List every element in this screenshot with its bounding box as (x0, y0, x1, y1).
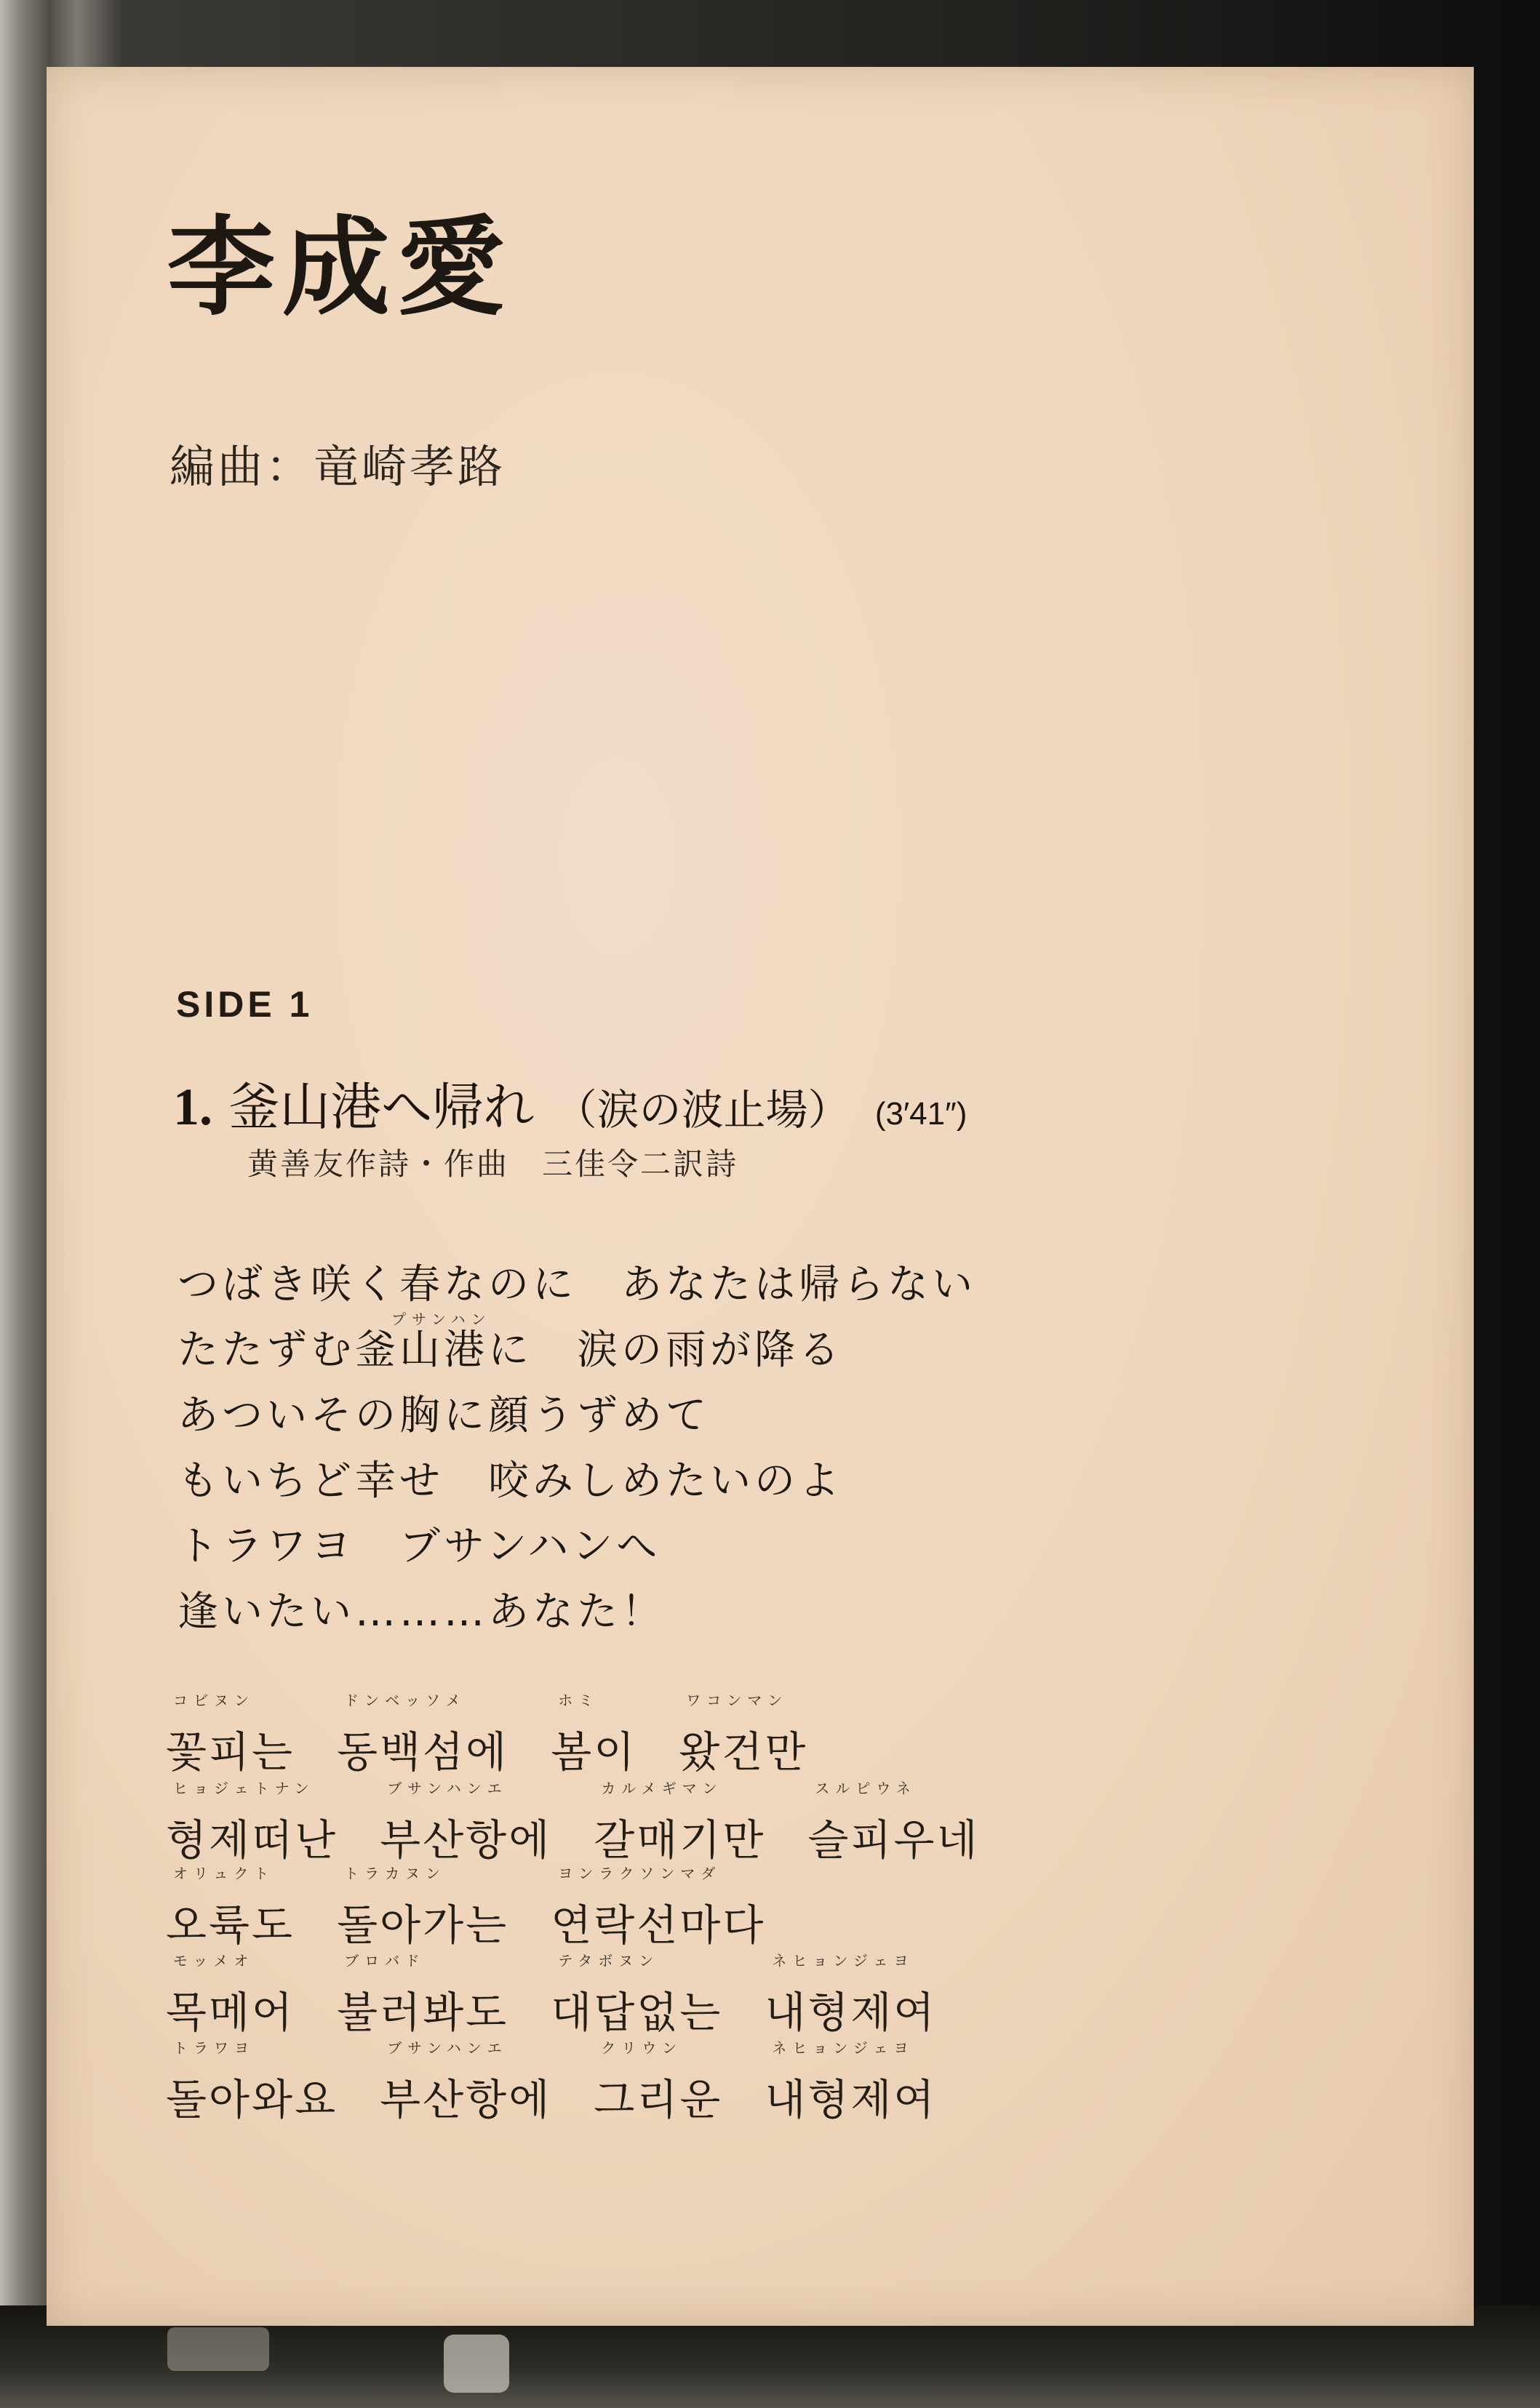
korean-lyric-word (594, 2039, 723, 2127)
korean-word-reading: ホミ (558, 1692, 599, 1709)
korean-lyric-line (166, 1865, 766, 1952)
track-duration: (3′41″) (874, 1096, 968, 1132)
korean-word-text: 형제떠난 (166, 1815, 338, 1865)
arranger-credit: 編曲：竜崎孝路 (169, 440, 506, 493)
korean-lyric-word (765, 1952, 937, 2039)
korean-word-text: 연락선마다 (551, 1900, 766, 1950)
track-title-line (173, 1066, 967, 1140)
korean-lyric-word (166, 1780, 338, 1867)
korean-lyric-word (594, 1780, 766, 1867)
korean-lyric-word (166, 2039, 338, 2127)
korean-word-reading: ブサンハンエ (387, 2039, 508, 2057)
korean-word-text: 슬피우네 (807, 1815, 980, 1865)
korean-word-reading: ネヒョンジェヨ (772, 1952, 914, 1969)
case-left-edge (0, 0, 51, 2408)
korean-lyric-word (551, 1952, 723, 2039)
korean-word-reading: トラワヨ (173, 2039, 255, 2057)
korean-lyric-word (337, 1952, 509, 2039)
korean-word-text: 부산항에 (380, 1815, 552, 1865)
case-hinge (167, 2327, 269, 2371)
korean-word-reading: ヨンラクソンマダ (558, 1865, 722, 1882)
korean-lyric-word (380, 1780, 552, 1867)
korean-word-reading: ネヒョンジェヨ (772, 2039, 914, 2057)
korean-word-reading: モッメオ (173, 1952, 255, 1969)
korean-word-reading: ブロバド (344, 1952, 426, 1969)
japanese-lyric-line: 逢いたい………あなた！ (177, 1588, 666, 1636)
korean-word-reading: ドンベッソメ (344, 1692, 466, 1709)
korean-lyric-word (679, 1692, 808, 1779)
korean-word-reading: ブサンハンエ (387, 1780, 508, 1797)
korean-word-reading: テタボヌン (558, 1952, 660, 1969)
korean-lyric-word (380, 2039, 552, 2127)
korean-word-text: 봄이 (551, 1727, 637, 1777)
korean-lyric-line (166, 1780, 980, 1867)
track-title: 釜山港へ帰れ (228, 1077, 535, 1137)
korean-word-text: 오륙도 (166, 1900, 295, 1950)
korean-word-reading: カルメギマン (601, 1780, 723, 1797)
korean-lyric-word (166, 1692, 295, 1779)
korean-word-text: 부산항에 (380, 2075, 552, 2124)
korean-word-reading: トラカヌン (344, 1865, 447, 1882)
korean-lyric-word (337, 1692, 509, 1779)
japanese-lyric-ruby: プサンハン (391, 1311, 492, 1328)
korean-word-reading: コビヌン (173, 1692, 255, 1709)
korean-word-text: 꽃피는 (166, 1727, 295, 1777)
korean-word-reading: オリュクト (173, 1865, 275, 1882)
korean-word-reading: ヒョジェトナン (173, 1780, 315, 1797)
korean-word-text: 불러봐도 (337, 1988, 509, 2037)
korean-lyric-word (551, 1692, 637, 1779)
korean-lyric-word (551, 1865, 766, 1952)
korean-word-text: 갈매기만 (594, 1815, 766, 1865)
korean-lyric-line (166, 1692, 808, 1779)
korean-word-text: 내형제여 (765, 1988, 937, 2037)
case-latch (444, 2335, 509, 2393)
korean-lyric-word (765, 2039, 937, 2127)
japanese-lyric-line: あついその胸に顔うずめて (177, 1392, 710, 1439)
artist-name: 李成愛 (167, 205, 512, 330)
korean-word-text: 돌아와요 (166, 2075, 338, 2124)
korean-word-text: 왔건만 (679, 1727, 808, 1777)
korean-lyric-line (166, 1952, 937, 2039)
korean-lyric-word (337, 1865, 509, 1952)
korean-word-reading: スルピウネ (815, 1780, 917, 1797)
korean-word-text: 목메어 (166, 1988, 295, 2037)
side-label: SIDE 1 (176, 984, 314, 1025)
korean-lyric-line (166, 2039, 937, 2127)
korean-word-text: 그리운 (594, 2075, 723, 2124)
korean-lyric-word (166, 1865, 295, 1952)
japanese-lyric-line: たたずむ釜山港に 涙の雨が降る (177, 1327, 843, 1374)
japanese-lyric-line: つばき咲く春なのに あなたは帰らない (177, 1261, 976, 1308)
korean-word-reading: ワコンマン (686, 1692, 789, 1709)
korean-word-text: 내형제여 (765, 2075, 937, 2124)
korean-lyric-word (166, 1952, 295, 2039)
japanese-lyric-line: トラワヨ ブサンハンへ (177, 1523, 661, 1570)
track-number: 1. (173, 1078, 212, 1136)
korean-word-text: 동백섬에 (337, 1727, 509, 1777)
korean-lyric-word (807, 1780, 980, 1867)
korean-word-text: 대답없는 (551, 1988, 723, 2037)
korean-word-text: 돌아가는 (337, 1900, 509, 1950)
korean-word-reading: クリウン (601, 2039, 683, 2057)
japanese-lyric-line: もいちど幸せ 咬みしめたいのよ (177, 1457, 843, 1505)
track-subtitle: （涙の波止場） (554, 1085, 850, 1135)
track-credits: 黄善友作詩・作曲 三佳令二訳詩 (247, 1146, 739, 1182)
